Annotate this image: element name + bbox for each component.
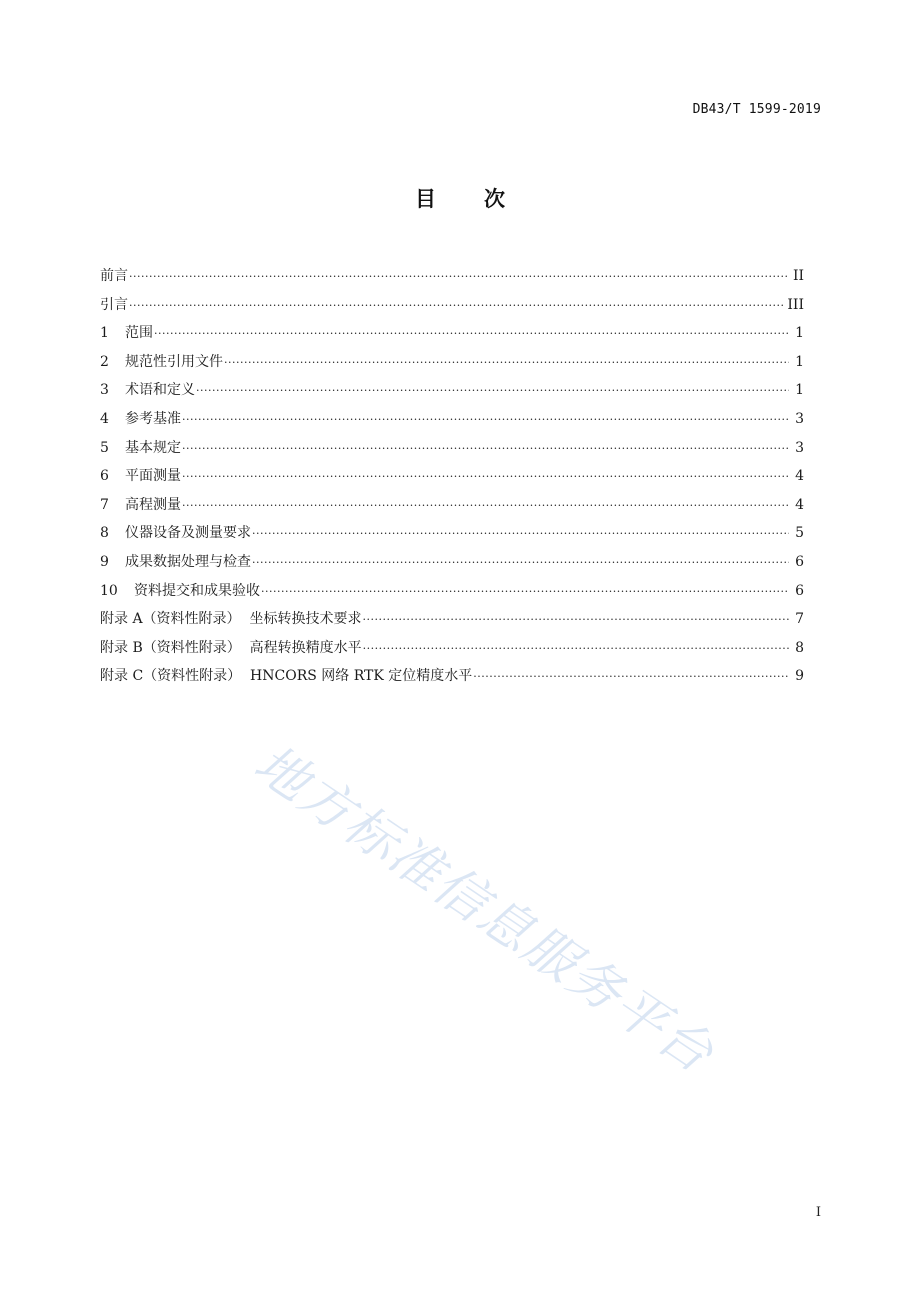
toc-entry-label: 前言 [100, 268, 128, 284]
toc-entry-label: 范围 [125, 325, 153, 342]
toc-entry[interactable] [100, 605, 804, 634]
toc-leader-dots [224, 349, 789, 378]
toc-entry[interactable] [100, 291, 804, 320]
toc-entry-label: 附录 B（资料性附录） 高程转换精度水平 [100, 639, 362, 656]
table-of-contents [100, 262, 804, 691]
toc-leader-dots [182, 435, 789, 464]
toc-entry[interactable] [100, 662, 804, 691]
toc-entry-label: 参考基准 [125, 410, 181, 427]
toc-entry-number: 6 [100, 468, 109, 485]
toc-leader-dots [154, 320, 789, 349]
toc-entry-label: 基本规定 [125, 439, 181, 456]
toc-entry-page: 3 [795, 410, 804, 427]
toc-leader-dots [252, 549, 789, 578]
toc-entry-label: 成果数据处理与检查 [125, 553, 251, 570]
toc-entry[interactable] [100, 462, 804, 491]
toc-leader-dots [129, 292, 784, 321]
toc-entry-page: III [787, 296, 804, 313]
toc-entry[interactable] [100, 262, 804, 291]
toc-entry-page: II [792, 268, 804, 284]
toc-entry-label: 附录 A（资料性附录） 坐标转换技术要求 [100, 611, 362, 628]
toc-entry-number: 1 [100, 325, 109, 342]
toc-leader-dots [129, 263, 789, 292]
toc-entry[interactable] [100, 405, 804, 434]
toc-entry-label: 高程测量 [125, 496, 181, 513]
toc-entry-number: 5 [100, 439, 109, 456]
page-number: I [815, 1205, 821, 1220]
toc-entry-label: 规范性引用文件 [125, 353, 223, 370]
toc-entry[interactable] [100, 491, 804, 520]
toc-entry-page: 5 [795, 525, 804, 542]
toc-leader-dots [182, 463, 789, 492]
toc-entry-label: 仪器设备及测量要求 [125, 525, 251, 542]
document-code: DB43/T 1599-2019 [692, 102, 821, 117]
toc-leader-dots [362, 606, 789, 635]
toc-entry-page: 6 [795, 582, 804, 599]
toc-entry-number: 8 [100, 525, 109, 542]
toc-entry-page: 9 [795, 668, 804, 685]
toc-entry[interactable] [100, 348, 804, 377]
toc-entry[interactable] [100, 319, 804, 348]
toc-leader-dots [473, 663, 789, 692]
toc-entry-label: 术语和定义 [125, 382, 195, 399]
toc-entry[interactable] [100, 376, 804, 405]
toc-entry-label: 附录 C（资料性附录） HNCORS 网络 RTK 定位精度水平 [100, 668, 473, 685]
toc-entry-page: 1 [795, 353, 804, 370]
toc-entry-number: 7 [100, 496, 109, 513]
toc-entry[interactable] [100, 434, 804, 463]
toc-leader-dots [363, 635, 789, 664]
toc-leader-dots [196, 377, 789, 406]
toc-entry-page: 7 [795, 611, 804, 628]
toc-entry-label: 资料提交和成果验收 [134, 582, 260, 599]
toc-leader-dots [182, 406, 789, 435]
toc-entry-page: 3 [795, 439, 804, 456]
toc-entry-number: 4 [100, 410, 109, 427]
toc-entry-page: 1 [795, 382, 804, 399]
toc-entry-page: 6 [795, 553, 804, 570]
toc-entry[interactable] [100, 548, 804, 577]
toc-entry-label: 平面测量 [125, 468, 181, 485]
toc-entry-page: 4 [795, 468, 804, 485]
toc-entry[interactable] [100, 519, 804, 548]
toc-entry-number: 9 [100, 553, 109, 570]
watermark: 地方标准信息服务平台 [243, 733, 725, 1086]
toc-entry[interactable] [100, 577, 804, 606]
toc-entry-number: 2 [100, 353, 109, 370]
toc-entry-page: 8 [795, 639, 804, 656]
toc-title: 目次 [415, 187, 553, 211]
toc-leader-dots [261, 578, 789, 607]
toc-entry-number: 3 [100, 382, 109, 399]
toc-entry[interactable] [100, 634, 804, 663]
toc-entry-number: 10 [100, 582, 118, 599]
toc-entry-label: 引言 [100, 296, 128, 313]
toc-entry-page: 1 [795, 325, 804, 342]
toc-entry-page: 4 [795, 496, 804, 513]
toc-leader-dots [182, 492, 789, 521]
toc-leader-dots [252, 520, 789, 549]
